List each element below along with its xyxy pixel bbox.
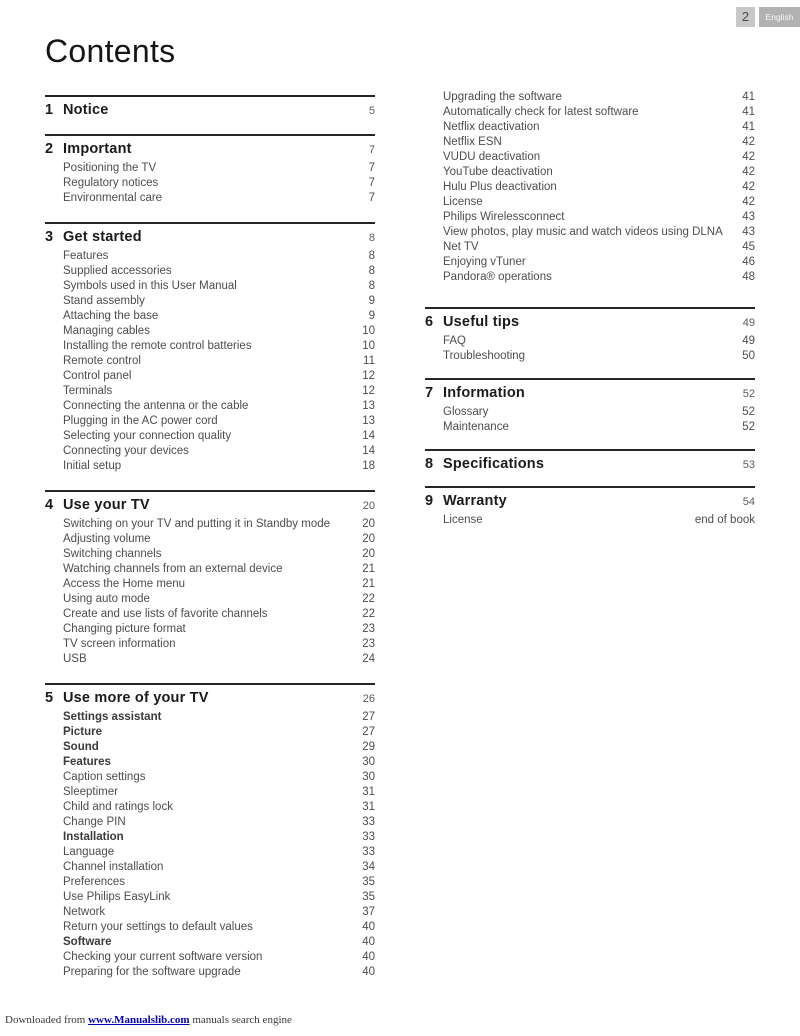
toc-item <box>63 369 375 384</box>
toc-section-title: Important <box>63 141 132 157</box>
toc-item <box>63 384 375 399</box>
toc-item <box>63 577 375 592</box>
toc-item-label: VUDU deactivation <box>443 151 541 163</box>
toc-item-label: Hulu Plus deactivation <box>443 181 557 193</box>
toc-item <box>443 420 755 435</box>
toc-item-page: 29 <box>362 741 375 753</box>
toc-section-5 <box>45 683 375 980</box>
toc-column-right <box>425 90 755 542</box>
toc-item <box>63 860 375 875</box>
toc-item <box>63 890 375 905</box>
toc-item-label: Installing the remote control batteries <box>63 340 252 352</box>
toc-section-1 <box>45 95 375 118</box>
toc-item-page: 14 <box>362 430 375 442</box>
toc-item <box>443 165 755 180</box>
toc-section-heading <box>45 141 375 157</box>
footer <box>5 1014 292 1026</box>
toc-item-page: 14 <box>362 445 375 457</box>
toc-item-label: YouTube deactivation <box>443 166 553 178</box>
toc-item-label: Control panel <box>63 370 132 382</box>
toc-item <box>63 339 375 354</box>
toc-item-label: Connecting the antenna or the cable <box>63 400 249 412</box>
toc-item-page: 48 <box>742 271 755 283</box>
toc-item-page: 8 <box>368 280 375 292</box>
toc-item-page: 42 <box>742 196 755 208</box>
toc-item-list <box>45 710 375 980</box>
toc-item-label: Features <box>63 250 109 262</box>
toc-item <box>63 562 375 577</box>
footer-text-prefix: Downloaded from <box>5 1014 89 1026</box>
toc-item <box>443 349 755 364</box>
toc-section-continuation <box>425 90 755 285</box>
toc-item-label: Maintenance <box>443 421 509 433</box>
toc-section-heading <box>425 493 755 509</box>
toc-item-page: 40 <box>362 936 375 948</box>
toc-item-page: 30 <box>362 756 375 768</box>
toc-item-page: 18 <box>362 460 375 472</box>
toc-item-page: 13 <box>362 400 375 412</box>
toc-item <box>63 191 375 206</box>
toc-item-label: Upgrading the software <box>443 91 562 103</box>
toc-item-label: Connecting your devices <box>63 445 189 457</box>
toc-item <box>63 905 375 920</box>
toc-item-page: 20 <box>362 518 375 530</box>
toc-item-label: Settings assistant <box>63 711 162 723</box>
toc-section-7 <box>425 378 755 435</box>
toc-item-label: Child and ratings lock <box>63 801 173 813</box>
toc-item-label: Plugging in the AC power cord <box>63 415 218 427</box>
toc-item-page: 37 <box>362 906 375 918</box>
toc-section-number: 2 <box>45 141 54 157</box>
toc-section-8 <box>425 449 755 472</box>
toc-item <box>443 210 755 225</box>
toc-section-page: 7 <box>368 144 375 156</box>
toc-item <box>63 740 375 755</box>
toc-item-page: 10 <box>362 325 375 337</box>
toc-item-page: 35 <box>362 891 375 903</box>
toc-item <box>63 532 375 547</box>
toc-item-label: Stand assembly <box>63 295 145 307</box>
toc-item-page: 43 <box>742 226 755 238</box>
toc-item-list <box>45 517 375 667</box>
toc-item-label: Glossary <box>443 406 489 418</box>
toc-item <box>443 405 755 420</box>
toc-item-page: 33 <box>362 816 375 828</box>
toc-item <box>63 176 375 191</box>
toc-item-label: Preparing for the software upgrade <box>63 966 241 978</box>
toc-item-page: 40 <box>362 921 375 933</box>
toc-item <box>63 459 375 474</box>
toc-item-label: Adjusting volume <box>63 533 151 545</box>
toc-item <box>63 517 375 532</box>
toc-item-page: 31 <box>362 801 375 813</box>
toc-item <box>63 830 375 845</box>
toc-item-page: 27 <box>362 711 375 723</box>
toc-item <box>443 334 755 349</box>
toc-item <box>443 150 755 165</box>
toc-item <box>443 135 755 150</box>
toc-item-list <box>45 161 375 206</box>
page-title: Contents <box>45 33 176 69</box>
toc-item-page: 33 <box>362 831 375 843</box>
toc-item-label: Supplied accessories <box>63 265 172 277</box>
toc-section-number: 6 <box>425 314 434 330</box>
toc-item-page: 46 <box>742 256 755 268</box>
toc-section-page: 26 <box>362 693 375 705</box>
toc-item <box>63 279 375 294</box>
toc-item <box>63 414 375 429</box>
toc-item-page: 30 <box>362 771 375 783</box>
toc-item-page: 42 <box>742 136 755 148</box>
toc-item-label: Regulatory notices <box>63 177 159 189</box>
toc-item <box>63 547 375 562</box>
toc-item <box>63 815 375 830</box>
toc-item <box>63 845 375 860</box>
toc-section-number: 1 <box>45 102 54 118</box>
toc-section-heading <box>425 385 755 401</box>
toc-item-label: Access the Home menu <box>63 578 186 590</box>
toc-item-page: 8 <box>368 250 375 262</box>
footer-text-suffix: manuals search engine <box>189 1014 292 1026</box>
toc-item-label: Switching on your TV and putting it in Standby mode <box>63 518 331 530</box>
toc-item <box>63 950 375 965</box>
toc-item <box>63 770 375 785</box>
toc-item-page: 45 <box>742 241 755 253</box>
toc-item-page: 22 <box>362 593 375 605</box>
toc-item-label: Positioning the TV <box>63 162 157 174</box>
toc-item <box>443 225 755 240</box>
toc-item-label: Network <box>63 906 106 918</box>
toc-item <box>63 429 375 444</box>
toc-item-list <box>425 334 755 364</box>
toc-item-page: 10 <box>362 340 375 352</box>
page-number-badge: 2 <box>736 7 755 27</box>
toc-section-title: Get started <box>63 229 142 245</box>
toc-item <box>443 105 755 120</box>
toc-section-page: 49 <box>742 317 755 329</box>
toc-item <box>63 354 375 369</box>
toc-section-title: Useful tips <box>443 314 520 330</box>
toc-item-page: 20 <box>362 548 375 560</box>
toc-item-label: Remote control <box>63 355 141 367</box>
toc-section-number: 7 <box>425 385 434 401</box>
toc-item-label: Sound <box>63 741 99 753</box>
toc-item <box>63 324 375 339</box>
toc-item-page: 13 <box>362 415 375 427</box>
toc-item-label: Attaching the base <box>63 310 159 322</box>
toc-section-heading <box>45 497 375 513</box>
toc-item-label: View photos, play music and watch videos using DLNA <box>443 226 723 238</box>
toc-item-page: 31 <box>362 786 375 798</box>
toc-item-page: 21 <box>362 563 375 575</box>
toc-section-title: Specifications <box>443 456 545 472</box>
toc-item-label: Watching channels from an external device <box>63 563 283 575</box>
toc-item-page: 50 <box>742 350 755 362</box>
toc-item-page: 24 <box>362 653 375 665</box>
toc-item-label: Caption settings <box>63 771 146 783</box>
toc-item <box>443 90 755 105</box>
toc-item <box>443 240 755 255</box>
toc-item-label: Philips Wirelessconnect <box>443 211 565 223</box>
toc-item <box>63 444 375 459</box>
toc-item-label: Troubleshooting <box>443 350 526 362</box>
toc-item-label: Channel installation <box>63 861 164 873</box>
toc-item-list <box>425 405 755 435</box>
toc-item-page: 9 <box>368 295 375 307</box>
toc-section-heading <box>45 690 375 706</box>
toc-item-label: USB <box>63 653 87 665</box>
toc-item <box>443 270 755 285</box>
toc-item-page: 52 <box>742 421 755 433</box>
toc-item <box>443 180 755 195</box>
toc-item-label: Net TV <box>443 241 479 253</box>
toc-item-page: 22 <box>362 608 375 620</box>
toc-item-page: 43 <box>742 211 755 223</box>
toc-section-number: 8 <box>425 456 434 472</box>
toc-item-label: Selecting your connection quality <box>63 430 232 442</box>
toc-item-label: Language <box>63 846 115 858</box>
toc-item <box>63 725 375 740</box>
toc-section-number: 9 <box>425 493 434 509</box>
toc-item <box>63 622 375 637</box>
toc-item-label: Software <box>63 936 112 948</box>
toc-item-page: 40 <box>362 966 375 978</box>
toc-item-page: 7 <box>368 177 375 189</box>
toc-section-page: 52 <box>742 388 755 400</box>
toc-item <box>63 875 375 890</box>
toc-item-label: License <box>443 196 483 208</box>
toc-item <box>63 294 375 309</box>
toc-item-page: 41 <box>742 91 755 103</box>
toc-section-title: Use your TV <box>63 497 150 513</box>
toc-item <box>443 195 755 210</box>
toc-item-label: Preferences <box>63 876 126 888</box>
toc-item <box>63 399 375 414</box>
toc-item-page: 11 <box>363 355 375 367</box>
toc-item-label: Create and use lists of favorite channels <box>63 608 268 620</box>
toc-item-page: 12 <box>362 385 375 397</box>
toc-item-page: 42 <box>742 166 755 178</box>
toc-item-page: 41 <box>742 106 755 118</box>
toc-item <box>63 637 375 652</box>
toc-item-label: Use Philips EasyLink <box>63 891 171 903</box>
toc-item <box>63 264 375 279</box>
toc-section-3 <box>45 222 375 474</box>
toc-item-page: 27 <box>362 726 375 738</box>
toc-section-title: Warranty <box>443 493 507 509</box>
toc-item <box>63 920 375 935</box>
toc-section-title: Use more of your TV <box>63 690 209 706</box>
toc-section-number: 5 <box>45 690 54 706</box>
toc-section-9 <box>425 486 755 528</box>
toc-item <box>63 309 375 324</box>
toc-section-heading <box>45 102 375 118</box>
toc-section-number: 3 <box>45 229 54 245</box>
toc-section-page: 53 <box>742 459 755 471</box>
toc-item-page: 34 <box>362 861 375 873</box>
toc-item-label: Checking your current software version <box>63 951 263 963</box>
toc-section-title: Notice <box>63 102 109 118</box>
toc-item-label: Terminals <box>63 385 113 397</box>
toc-item-page: 40 <box>362 951 375 963</box>
toc-item-page: 21 <box>362 578 375 590</box>
toc-item-page: 8 <box>368 265 375 277</box>
toc-item-page: 41 <box>742 121 755 133</box>
toc-section-6 <box>425 307 755 364</box>
toc-item-list <box>425 90 755 285</box>
toc-item <box>63 607 375 622</box>
toc-item-page: 20 <box>362 533 375 545</box>
header-badges <box>736 7 800 27</box>
toc-item <box>63 592 375 607</box>
toc-column-left <box>45 95 375 996</box>
toc-section-page: 5 <box>368 105 375 117</box>
toc-item-page: 23 <box>362 638 375 650</box>
toc-section-number: 4 <box>45 497 54 513</box>
toc-item-label: Using auto mode <box>63 593 150 605</box>
toc-item-label: Return your settings to default values <box>63 921 253 933</box>
toc-item-list <box>45 249 375 474</box>
toc-item-page: end of book <box>694 514 755 526</box>
toc-section-heading <box>425 456 755 472</box>
toc-item-label: TV screen information <box>63 638 176 650</box>
toc-item-page: 9 <box>368 310 375 322</box>
toc-item-page: 42 <box>742 181 755 193</box>
toc-item <box>63 652 375 667</box>
toc-item <box>63 785 375 800</box>
toc-item <box>63 755 375 770</box>
language-badge: English <box>759 7 800 27</box>
toc-item-label: Managing cables <box>63 325 150 337</box>
toc-item <box>63 161 375 176</box>
toc-section-heading <box>425 314 755 330</box>
toc-item-page: 42 <box>742 151 755 163</box>
toc-item-page: 33 <box>362 846 375 858</box>
toc-item-label: Symbols used in this User Manual <box>63 280 237 292</box>
toc-item <box>63 710 375 725</box>
toc-item-label: Installation <box>63 831 124 843</box>
toc-section-page: 54 <box>742 496 755 508</box>
toc-item-label: FAQ <box>443 335 467 347</box>
toc-section-page: 8 <box>368 232 375 244</box>
toc-item-page: 7 <box>368 192 375 204</box>
toc-item <box>63 249 375 264</box>
toc-section-title: Information <box>443 385 525 401</box>
toc-item-page: 35 <box>362 876 375 888</box>
toc-section-4 <box>45 490 375 667</box>
toc-item-label: Change PIN <box>63 816 126 828</box>
toc-item-label: Netflix ESN <box>443 136 502 148</box>
toc-item-label: Initial setup <box>63 460 122 472</box>
toc-item <box>63 800 375 815</box>
toc-item-label: Environmental care <box>63 192 163 204</box>
toc-item-label: Sleeptimer <box>63 786 118 798</box>
toc-item-label: Switching channels <box>63 548 162 560</box>
toc-item-label: Enjoying vTuner <box>443 256 526 268</box>
toc-item <box>443 120 755 135</box>
toc-item-label: License <box>443 514 483 526</box>
toc-item-label: Changing picture format <box>63 623 186 635</box>
toc-section-2 <box>45 134 375 206</box>
toc-item-page: 7 <box>368 162 375 174</box>
toc-item-label: Automatically check for latest software <box>443 106 639 118</box>
toc-item-page: 52 <box>742 406 755 418</box>
toc-item <box>63 965 375 980</box>
toc-item-page: 23 <box>362 623 375 635</box>
toc-item <box>63 935 375 950</box>
toc-item-label: Picture <box>63 726 102 738</box>
toc-item-list <box>425 513 755 528</box>
toc-item-label: Netflix deactivation <box>443 121 540 133</box>
toc-item-page: 49 <box>742 335 755 347</box>
toc-item <box>443 255 755 270</box>
toc-item-page: 12 <box>362 370 375 382</box>
toc-item-label: Features <box>63 756 111 768</box>
toc-item <box>443 513 755 528</box>
footer-link[interactable]: www.Manualslib.com <box>88 1014 190 1026</box>
toc-section-page: 20 <box>362 500 375 512</box>
toc-section-heading <box>45 229 375 245</box>
toc-item-label: Pandora® operations <box>443 271 552 283</box>
